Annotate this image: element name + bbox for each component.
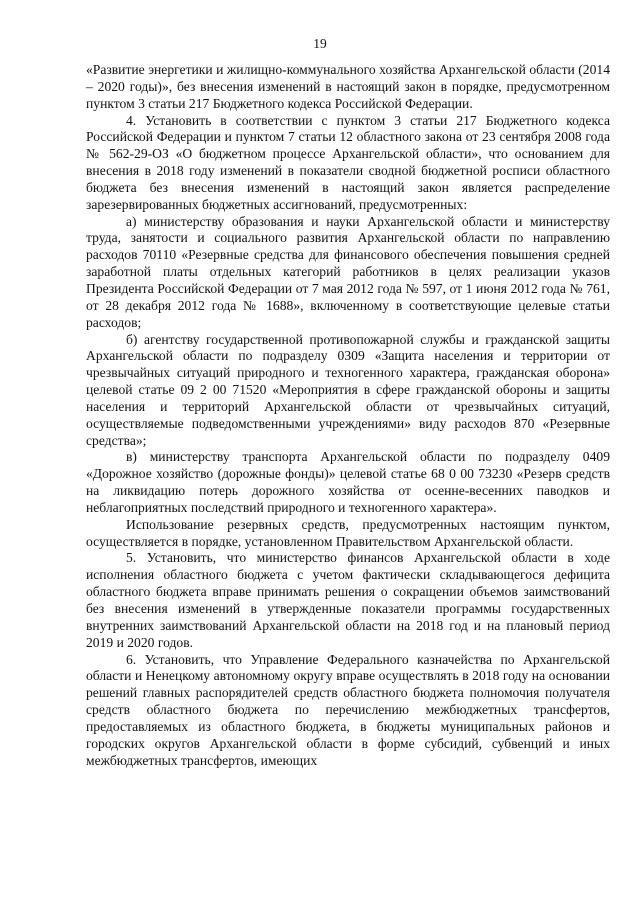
- paragraph-item-4: 4. Установить в соответствии с пунктом 3 статьи 217 Бюджетного кодекса Российской Федерации и пунктом 7 статьи 12 областного закона от 23 сентября 2008 года № 562-29-ОЗ «О бюджетном процессе Архангельской области», что основанием для внесения в 2018 году изменений в показатели сводной бюджетной росписи областного бюджета без внесения изменений в настоящий закон является распределение зарезервированных бюджетных ассигнований, предусмотренных:: [86, 112, 610, 212]
- paragraph-subitem-b: б) агентству государственной противопожарной службы и гражданской защиты Архангельской области по подразделу 0309 «Защита населения и территории от чрезвычайных ситуаций природного и техногенного характера, гражданская оборона» целевой статье 09 2 00 71520 «Мероприятия в сфере гражданской обороны и защиты населения и территорий Архангельской области от чрезвычайных ситуаций, осуществляемые подведомственными учреждениями» виду расходов 870 «Резервные средства»;: [86, 331, 610, 448]
- paragraph-reserve-usage: Использование резервных средств, предусмотренных настоящим пунктом, осуществляется в порядке, установленном Правительством Архангельской области.: [86, 516, 610, 549]
- paragraph-continuation: «Развитие энергетики и жилищно-коммунального хозяйства Архангельской области (2014 – 2020 годы)», без внесения изменений в настоящий закон в порядке, предусмотренном пунктом 3 статьи 217 Бюджетного кодекса Российской Федерации.: [86, 62, 610, 111]
- paragraph-item-5: 5. Установить, что министерство финансов Архангельской области в ходе исполнения областного бюджета с учетом фактически складывающегося дефицита областного бюджета вправе принимать решения о сокращении объемов заимствований без внесения изменений в утвержденные показатели программы государственных внутренних заимствований Архангельской области на 2018 год и на плановый период 2019 и 2020 годов.: [86, 550, 610, 650]
- page-number: 19: [313, 36, 327, 51]
- paragraph-subitem-a: а) министерству образования и науки Архангельской области и министерству труда, занятости и социального развития Архангельской области по направлению расходов 70110 «Резервные средства для финансового обеспечения повышения средней заработной платы отдельных категорий работников в целях реализации указов Президента Российской Федерации от 7 мая 2012 года № 597, от 1 июня 2012 года № 761, от 28 декабря 2012 года № 1688», включенному в соответствующие целевые статьи расходов;: [86, 213, 610, 330]
- paragraph-subitem-v: в) министерству транспорта Архангельской области по подразделу 0409 «Дорожное хозяйство (дорожные фонды)» целевой статье 68 0 00 73230 «Резерв средств на ликвидацию потерь дорожного хозяйства от осенне-весенних паводков и неблагоприятных последствий природного и техногенного характера».: [86, 449, 610, 515]
- document-body: [86, 62, 610, 769]
- paragraph-item-6: 6. Установить, что Управление Федерального казначейства по Архангельской области и Ненецкому автономному округу вправе осуществлять в 2018 году на основании решений главных распорядителей средств областного бюджета полномочия получателя средств областного бюджета по перечислению межбюджетных трансфертов, предоставляемых из областного бюджета, в бюджеты муниципальных районов и городских округов Архангельской области в форме субсидий, субвенций и иных межбюджетных трансфертов, имеющих: [86, 651, 610, 768]
